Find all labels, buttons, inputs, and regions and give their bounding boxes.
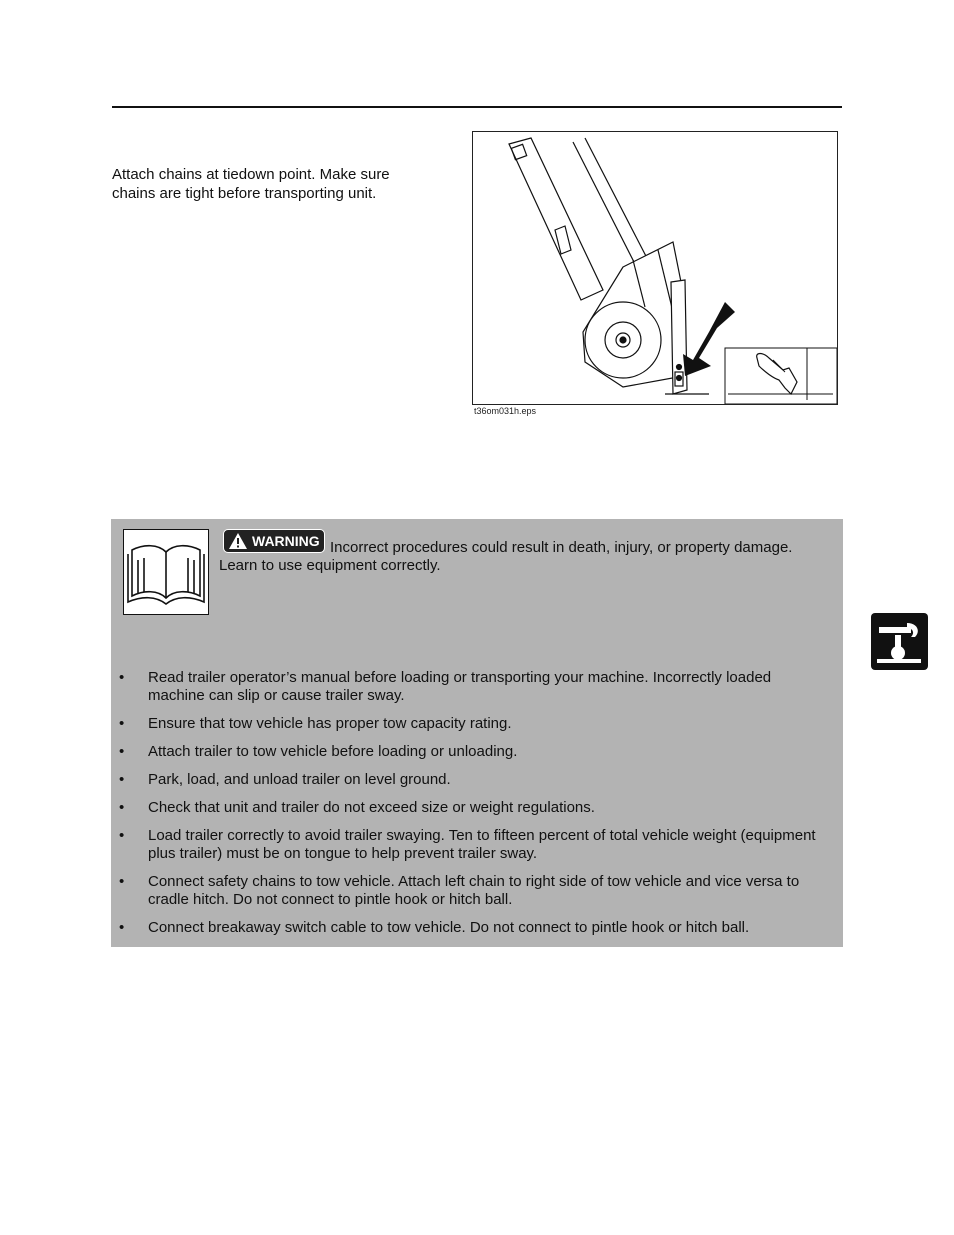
manual-book-icon — [123, 529, 209, 615]
top-rule — [112, 106, 842, 108]
detail-inset — [725, 348, 837, 404]
list-item: • Load trailer correctly to avoid trailer swaying. Ten to fifteen percent of total vehicle weight (equipment plus trailer) must be on tongue to help prevent trailer sway. — [119, 827, 816, 862]
list-item: • Read trailer operator’s manual before loading or transporting your machine. Incorrectly loaded machine can slip or cause trailer sway. — [119, 669, 772, 704]
list-item: • Attach trailer to tow vehicle before loading or unloading. — [119, 743, 518, 760]
list-item: • Connect safety chains to tow vehicle. Attach left chain to right side of tow vehicle and vice versa to cradle hitch. Do not connect to pintle hook or hitch ball. — [119, 873, 800, 908]
list-item: • Connect breakaway switch cable to tow vehicle. Do not connect to pintle hook or hitch ball. — [119, 919, 750, 936]
intro-text: Attach chains at tiedown point. Make sure chains are tight before transporting unit. — [112, 166, 390, 202]
tiedown-figure — [472, 131, 838, 405]
list-item: • Park, load, and unload trailer on level ground. — [119, 771, 451, 788]
list-item: • Check that unit and trailer do not exceed size or weight regulations. — [119, 799, 595, 816]
warning-panel — [111, 519, 843, 947]
warning-badge-label: WARNING — [252, 533, 320, 549]
section-tab — [871, 613, 928, 670]
warning-text: Incorrect procedures could result in death, injury, or property damage. Learn to use equipment correctly. — [219, 539, 793, 574]
safety-list — [111, 669, 843, 947]
list-item: • Ensure that tow vehicle has proper tow capacity rating. — [119, 715, 512, 732]
tiedown-illustration — [473, 132, 837, 404]
figure-caption: t36om031h.eps — [474, 406, 537, 416]
trailer-hitch-icon — [871, 613, 928, 670]
